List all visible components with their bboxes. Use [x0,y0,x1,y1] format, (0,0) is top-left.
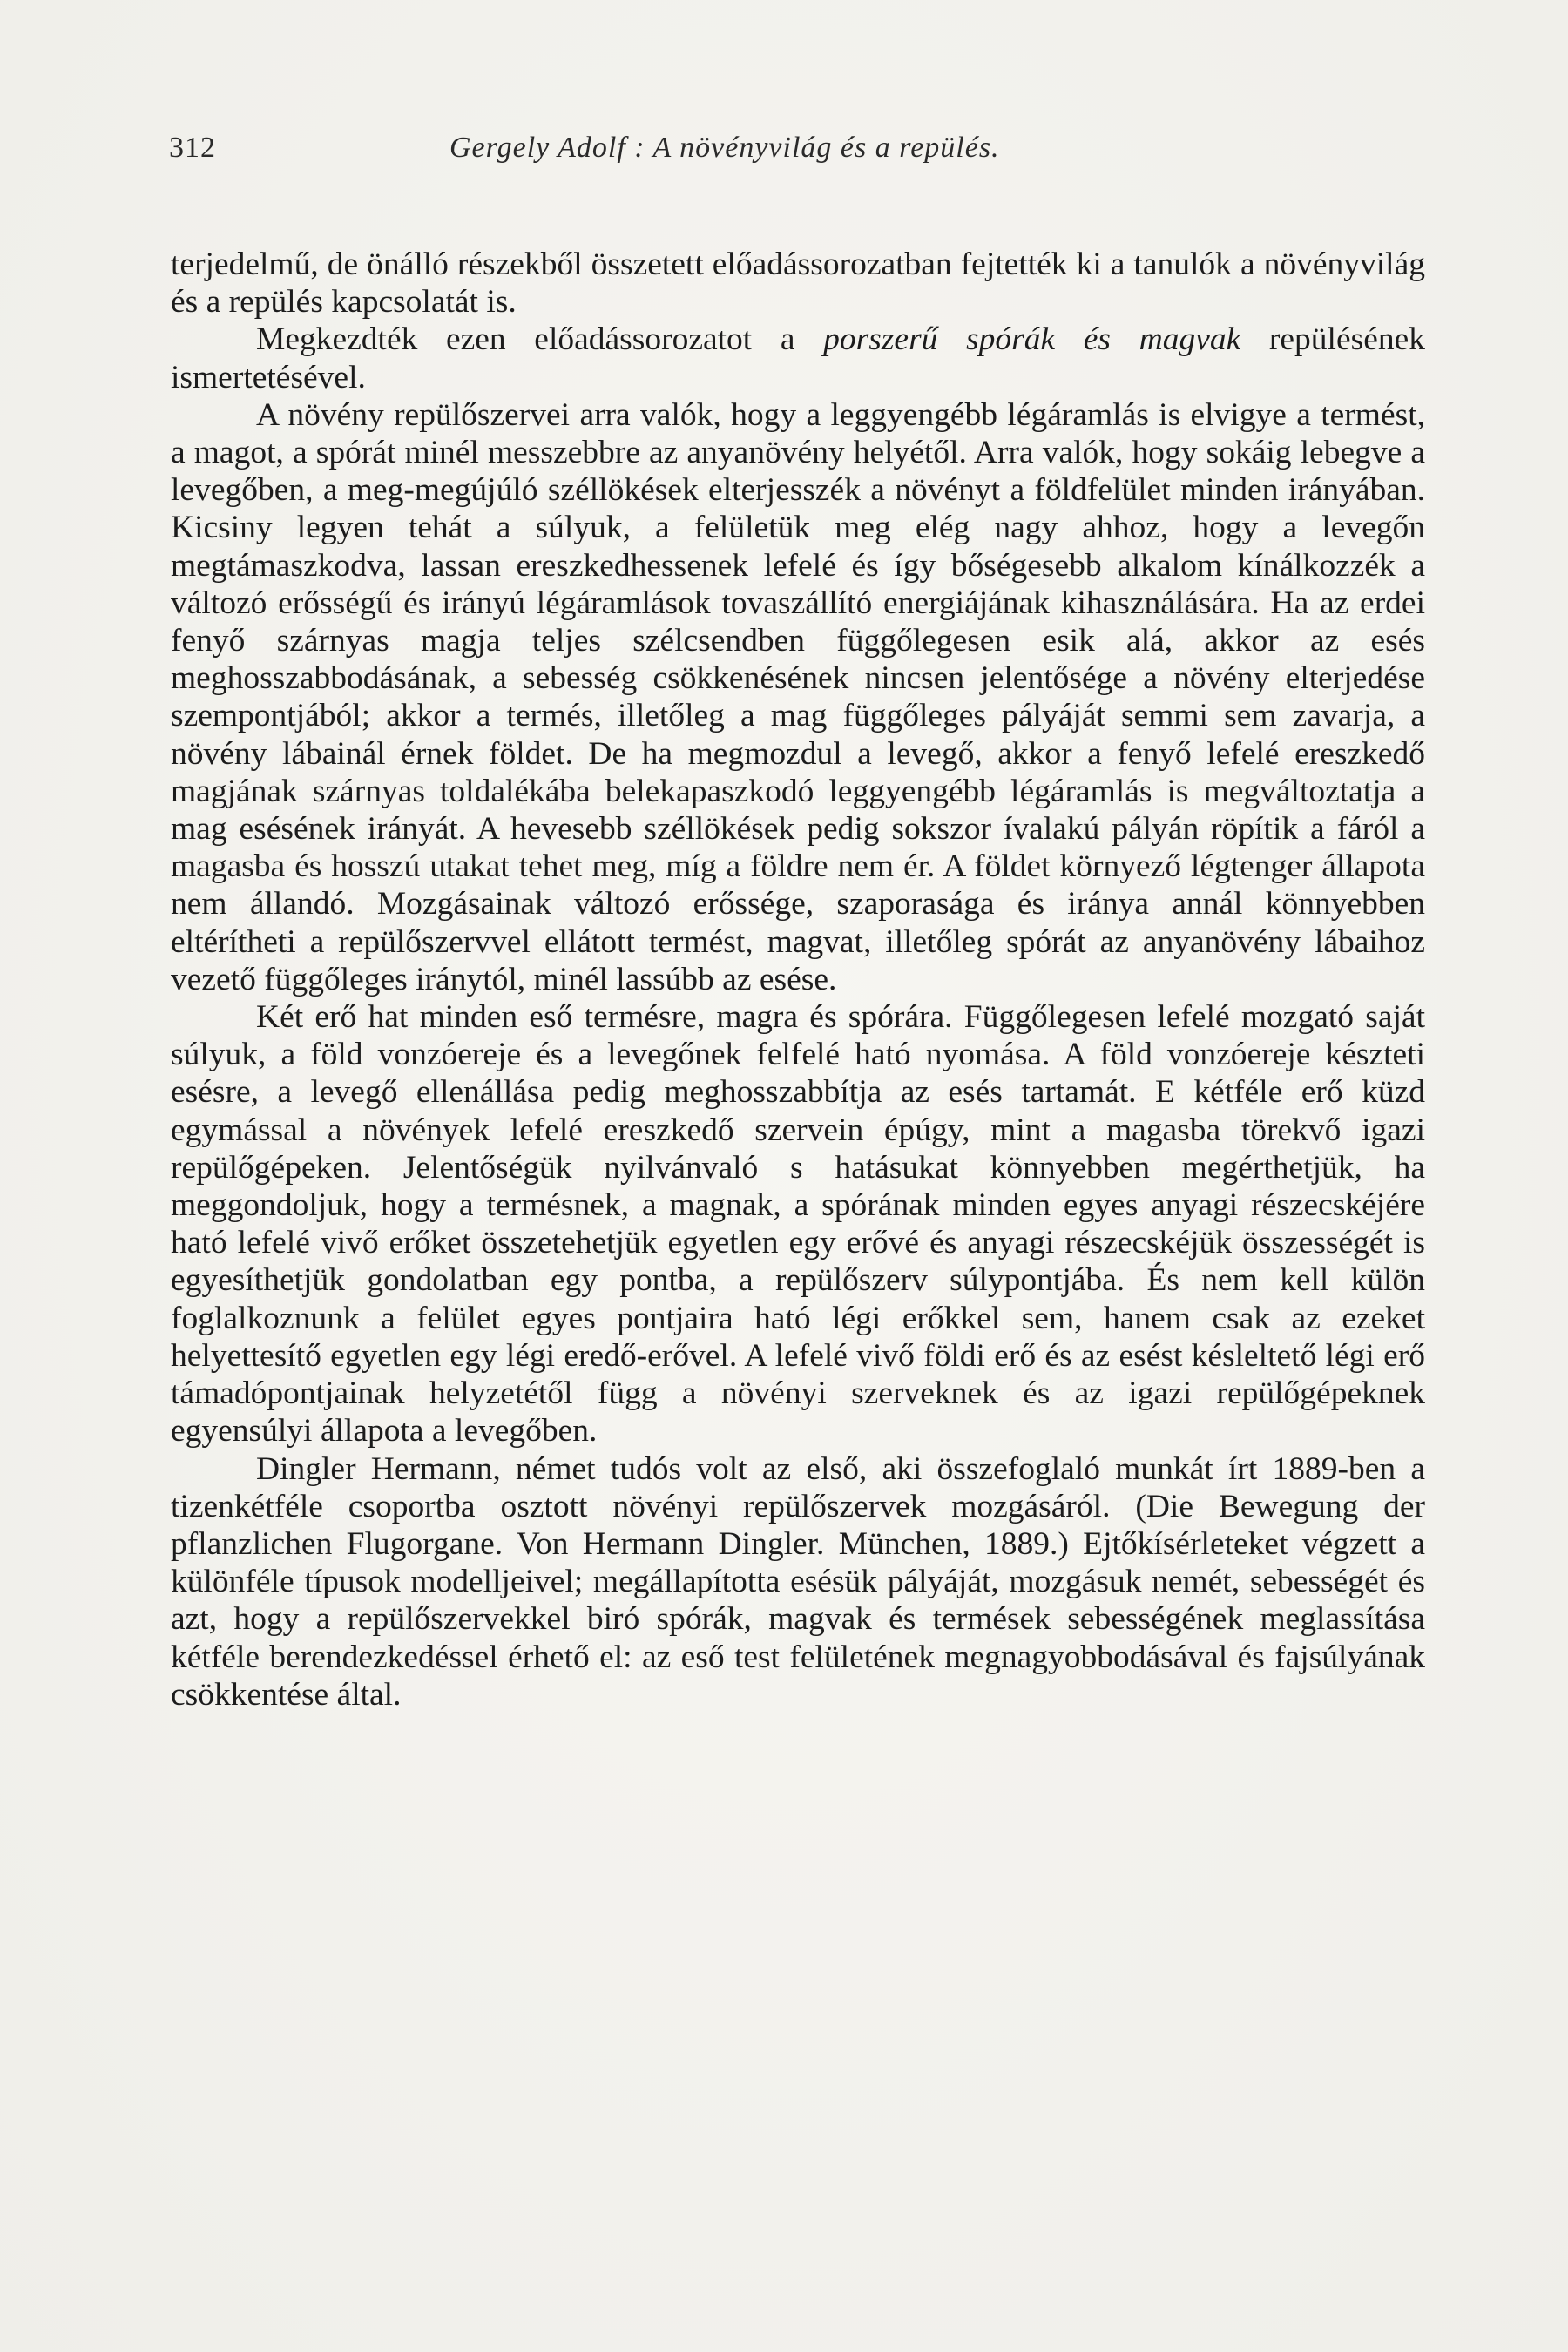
paragraph-two-forces: Két erő hat minden eső termésre, magra és spórára. Függőlegesen lefelé mozgató saját súlyuk, a föld vonzóereje és a levegőnek felfelé ható nyomása. A föld vonzóereje készteti esésre, a levegő ellenállása pedig meghosszabbítja az esés tartamát. E kétféle erő küzd egymással a növények lefelé ereszkedő szervein épúgy, mint a magasba törekvő igazi repülőgépeken. Jelentőségük nyilvánvaló s hatásukat könnyebben megérthetjük, ha meggondoljuk, hogy a termésnek, a magnak, a spórának minden egyes anyagi részecskéjére ható lefelé vivő erőket összetehetjük egyetlen egy erővé és anyagi részecskéjük összességét is egyesíthetjük gondolatban egy pontba, a repülőszerv súlypontjába. És nem kell külön foglalkoznunk a felület egyes pontjaira ható légi erőkkel sem, hanem csak az ezeket helyettesítő egyetlen egy légi eredő-erővel. A lefelé vivő földi erő és az esést késleltető légi erő támadópontjainak helyzetétől függ a növényi szerveknek és az igazi repülőgépeknek egyensúlyi állapota a levegőben. [171,999,1425,1450]
paragraph-intro [171,321,1425,395]
paragraph-dingler: Dingler Hermann, német tudós volt az első, aki összefoglaló munkát írt 1889-ben a tizenkétféle csoportba osztott növényi repülőszervek mozgásáról. (Die Bewegung der pflanzlichen Flugorgane. Von Hermann Dingler. München, 1889.) Ejtőkísérleteket végzett a különféle típusok modelljeivel; megállapította esésük pályáját, mozgásuk nemét, sebességét és azt, hogy a repülőszervekkel biró spórák, magvak és termések sebességének meglassítása kétféle berendezkedéssel érhető el: az eső test felületének megnagyobbodásával és fajsúlyának csökkentése által. [171,1450,1425,1713]
page-number: 312 [169,132,216,164]
running-title: Gergely Adolf : A növényvilág és a repülés. [449,132,1000,164]
paragraph-flight-organs: A növény repülőszervei arra valók, hogy a leggyengébb légáramlás is elvigye a termést, a magot, a spórát minél messzebbre az anyanövény helyétől. Arra valók, hogy sokáig lebegve a levegőben, a meg-megújúló széllökések elterjesszék a növényt a földfelület minden irányában. Kicsiny legyen tehát a súlyuk, a felületük meg elég nagy ahhoz, hogy a levegőn megtámaszkodva, lassan ereszkedhessenek lefelé és így bőségesebb alkalom kínálkozzék a változó erősségű és irányú légáramlások tovaszállító energiájának kihasználására. Ha az erdei fenyő szárnyas magja teljes szélcsendben függőlegesen esik alá, akkor az esés meghosszabbodásának, a sebesség csökkenésének nincsen jelentősége a növény elterjedése szempontjából; akkor a termés, illetőleg a mag függőleges pályáját semmi sem zavarja, a növény lábainál érnek földet. De ha megmozdul a levegő, akkor a fenyő lefelé ereszkedő magjának szárnyas toldalékába belekapaszkodó leggyengébb légáramlás is megváltoztatja a mag esésének irányát. A hevesebb széllökések pedig sokszor ívalakú pályán röpítik a fáról a magasba és hosszú utakat tehet meg, míg a földre nem ér. A földet környező légtenger állapota nem állandó. Mozgásainak változó erőssége, szaporasága és iránya annál könnyebben eltérítheti a repülőszervvel ellátott termést, magvat, illetőleg spórát az anyanövény lábaihoz vezető függőleges iránytól, minél lassúbb az esése. [171,396,1425,997]
paragraph-continued: terjedelmű, de önálló részekből összetett előadássorozatban fejtették ki a tanulók a növényvilág és a repülés kapcsolatát is. [171,247,1425,321]
body-text [171,246,1425,1713]
paragraph-intro-start: Megkezdték ezen előadássorozatot a [256,321,824,358]
paragraph-intro-emphasis: porszerű spórák és magvak [823,321,1241,358]
paragraph-intro-end: repülésének ismertetésével. [171,321,1425,395]
